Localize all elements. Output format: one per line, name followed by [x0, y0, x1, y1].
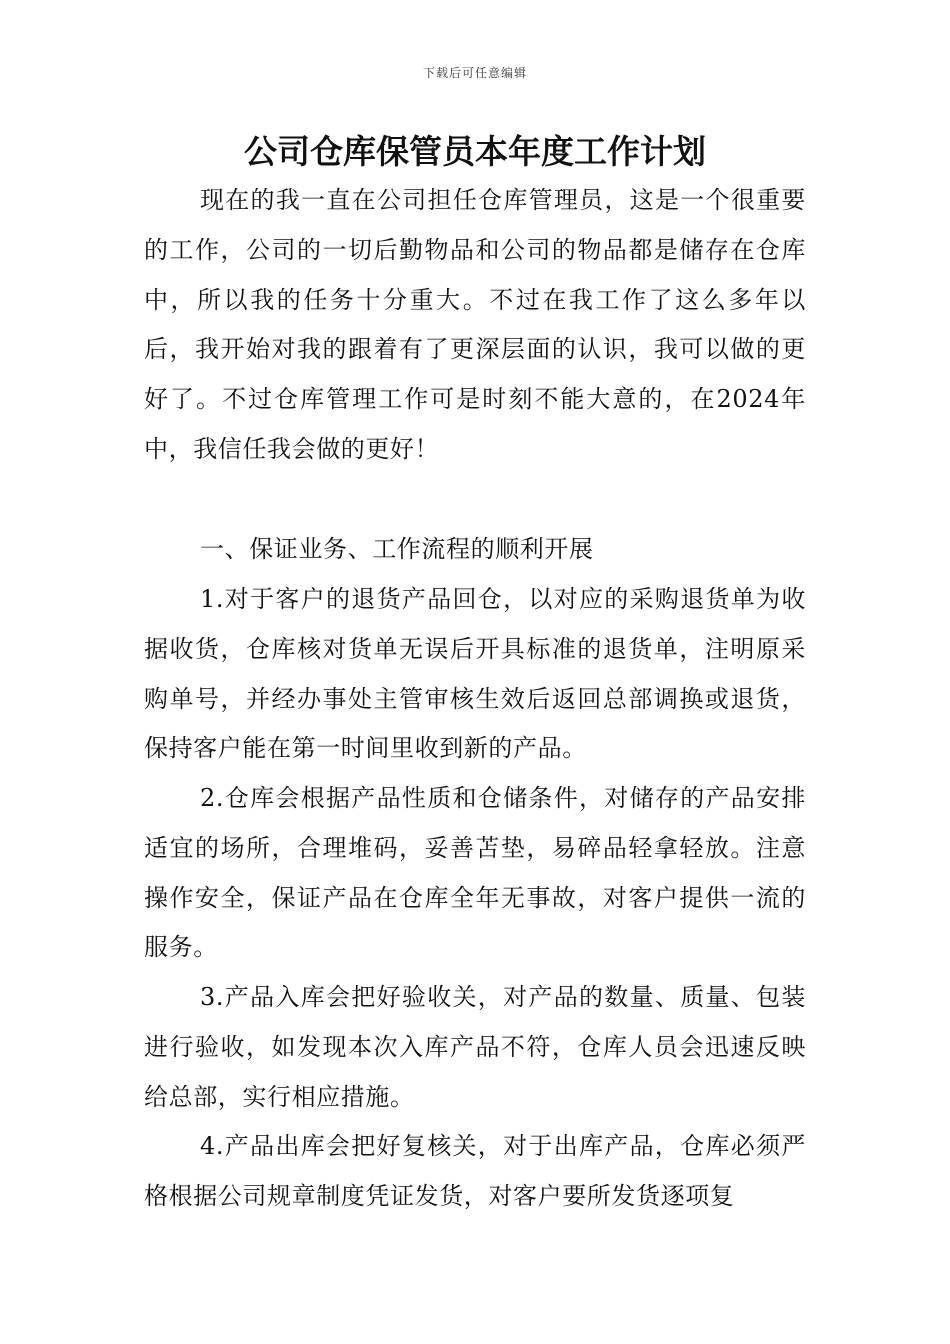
- list-item: 4.产品出库会把好复核关，对于出库产品，仓库必须严格根据公司规章制度凭证发货，对客户要所发货逐项复: [144, 1132, 806, 1210]
- intro-paragraph: 现在的我一直在公司担任仓库管理员，这是一个很重要的工作，公司的一切后勤物品和公司的物品都是储存在仓库中，所以我的任务十分重大。不过在我工作了这么多年以后，我开始对我的跟着有了更深层面的认识，我可以做的更好了。不过仓库管理工作可是时刻不能大意的，在2024年中，我信任我会做的更好！: [144, 186, 806, 463]
- list-item: 2.仓库会根据产品性质和仓储条件，对储存的产品安排适宜的场所，合理堆码，妥善苫垫，易碎品轻拿轻放。注意操作安全，保证产品在仓库全年无事故，对客户提供一流的服务。: [144, 784, 806, 962]
- list-item: 3.产品入库会把好验收关，对产品的数量、质量、包装进行验收，如发现本次入库产品不符，仓库人员会迅速反映给总部，实行相应措施。: [144, 983, 806, 1111]
- header-note: 下载后可任意编辑: [422, 66, 527, 80]
- document-title: 公司仓库保管员本年度工作计划: [244, 132, 706, 171]
- list-item: 1.对于客户的退货产品回仓，以对应的采购退货单为收据收货，仓库核对货单无误后开具标准的退货单，注明原采购单号，并经办事处主管审核生效后返回总部调换或退货，保持客户能在第一时间里收到新的产品。: [144, 585, 806, 763]
- section-heading: 一、保证业务、工作流程的顺利开展: [200, 535, 594, 563]
